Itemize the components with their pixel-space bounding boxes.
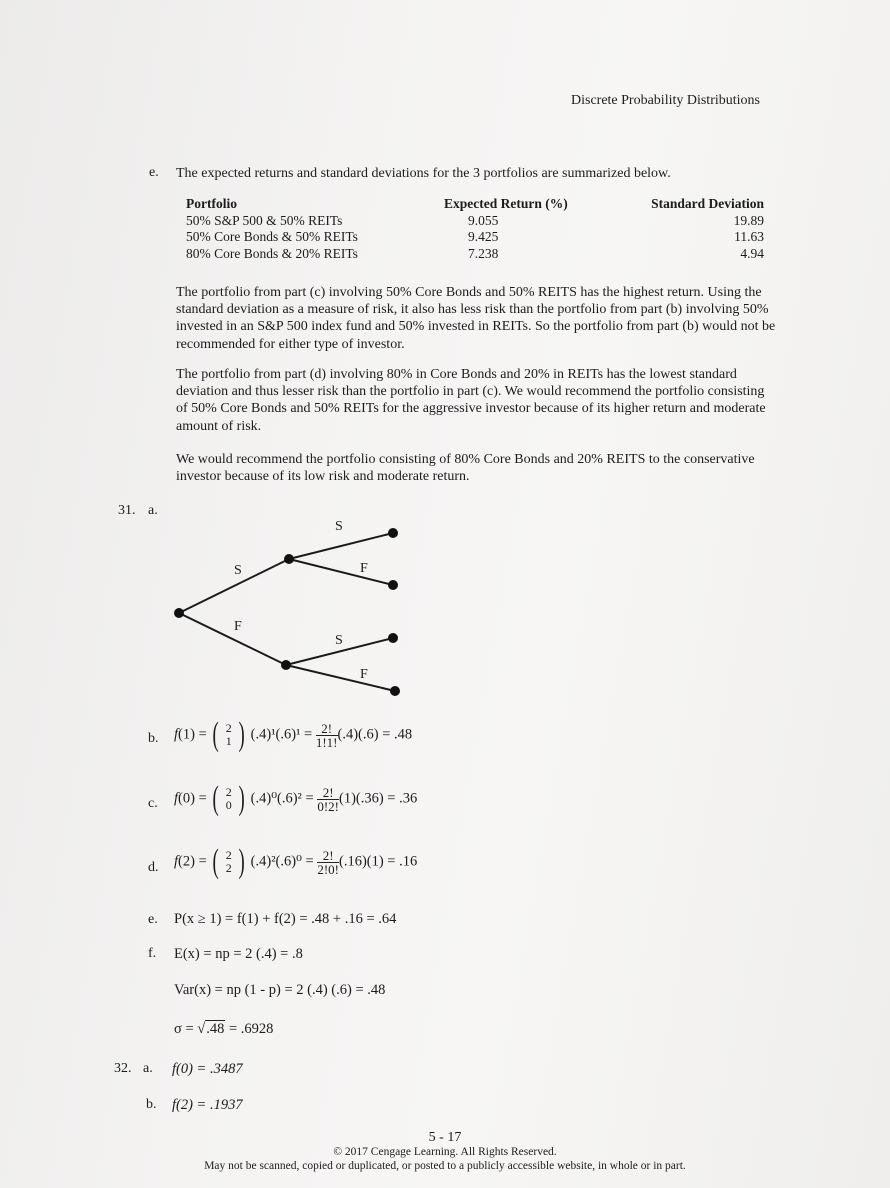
- paragraph-lowest-std: The portfolio from part (d) involving 80% in Core Bonds and 20% in REITs has the lowest standard deviation and thus lesser risk than the portfolio in part (c). We would recommend the portfolio consisting of 50% Core Bonds and 50% REITs for the aggressive investor because of its higher return and moderate amount of risk.: [176, 367, 766, 434]
- binomial-coefficient: [222, 786, 236, 812]
- tree-node: [390, 686, 400, 696]
- table-cell: 11.63: [734, 229, 764, 244]
- equation-p-x-ge-1: P(x ≥ 1) = f(1) + f(2) = .48 + .16 = .64: [174, 911, 397, 927]
- eq-arg: (2) =: [178, 853, 207, 870]
- table-cell: 50% Core Bonds & 50% REITs: [186, 229, 358, 244]
- tree-label-f: F: [234, 619, 242, 634]
- tree-branch: [179, 613, 286, 665]
- sigma-rhs: = .6928: [228, 1021, 274, 1037]
- binom-bottom: 0: [225, 798, 232, 812]
- tree-node: [284, 554, 294, 564]
- problem-31-number: 31.: [118, 503, 136, 518]
- tree-node: [388, 528, 398, 538]
- equation-variance: Var(x) = np (1 - p) = 2 (.4) (.6) = .48: [174, 982, 386, 998]
- binomial-coefficient: [222, 849, 236, 875]
- sigma-lhs: σ = √: [174, 1021, 206, 1037]
- equation-f1: [174, 718, 412, 752]
- tree-node: [281, 660, 291, 670]
- binom-top: 2: [225, 785, 232, 799]
- equation-std-dev: [174, 1021, 273, 1038]
- paren-left: (: [212, 843, 220, 880]
- eq-arg: (0) =: [178, 790, 207, 807]
- tree-branch: [289, 533, 393, 559]
- copyright: © 2017 Cengage Learning. All Rights Reserved.: [333, 1146, 557, 1158]
- tree-node: [388, 580, 398, 590]
- part-e-intro: The expected returns and standard deviations for the 3 portfolios are summarized below.: [176, 166, 671, 181]
- table-header-cell: Expected Return (%): [444, 196, 568, 211]
- frac-num: 2!: [317, 786, 339, 800]
- table-cell: 7.238: [468, 245, 499, 261]
- table-header-cell: Standard Deviation: [651, 196, 764, 211]
- page-number: 5 - 17: [428, 1130, 462, 1145]
- part-31f-label: f.: [148, 946, 157, 961]
- tree-branch: [286, 665, 395, 691]
- tree-node: [388, 633, 398, 643]
- table-cell: 19.89: [733, 212, 764, 228]
- eq-rest: (.16)(1) = .16: [338, 853, 418, 870]
- usage-notice: May not be scanned, copied or duplicated, or posted to a publicly accessible website, in whole or in part.: [204, 1160, 686, 1172]
- part-31d-label: d.: [148, 860, 159, 875]
- eq-rest: (.4)(.6) = .48: [337, 726, 413, 743]
- sigma-radicand: .48: [206, 1021, 225, 1037]
- fraction: [317, 849, 339, 876]
- tree-node: [174, 608, 184, 618]
- frac-den: 0!2!: [317, 798, 339, 814]
- part-31b-label: b.: [148, 731, 159, 746]
- paragraph-highest-return: The portfolio from part (c) involving 50% Core Bonds and 50% REITS has the highest return. Using the standard deviation as a measure of risk, it also has less risk than the portfolio from part (b) involving 50% invested in an S&P 500 index fund and 50% invested in REITs. So the portfolio from part (b) would not be recommended for either type of investor.: [176, 285, 776, 352]
- frac-num: 2!: [317, 849, 339, 863]
- frac-num: 2!: [316, 722, 338, 736]
- page-header-title: Discrete Probability Distributions: [571, 93, 760, 108]
- table-cell: 50% S&P 500 & 50% REITs: [186, 212, 343, 228]
- fraction: [316, 722, 338, 749]
- equation-f0: [174, 782, 417, 816]
- paren-left: (: [212, 716, 220, 753]
- paren-right: ): [238, 843, 245, 880]
- eq-arg: (1) =: [178, 726, 207, 743]
- frac-den: 1!1!: [315, 734, 338, 750]
- frac-den: 2!0!: [317, 861, 339, 877]
- binomial-coefficient: [222, 722, 236, 748]
- problem-32-number: 32.: [114, 1061, 132, 1076]
- equation-f2: [174, 845, 417, 879]
- paragraph-conservative: We would recommend the portfolio consisting of 80% Core Bonds and 20% REITS to the conservative investor because of its low risk and moderate return.: [176, 452, 755, 485]
- tree-label-s: S: [234, 563, 242, 578]
- table-header-cell: Portfolio: [186, 196, 237, 211]
- binom-bottom: 1: [225, 734, 232, 748]
- eq-lhs: f: [174, 726, 179, 743]
- binom-bottom: 2: [225, 861, 232, 875]
- paren-left: (: [212, 780, 220, 817]
- equation-expected-value: E(x) = np = 2 (.4) = .8: [174, 946, 303, 962]
- problem-31a-label: a.: [148, 503, 158, 518]
- table-cell: 80% Core Bonds & 20% REITs: [186, 245, 358, 261]
- table-cell: 9.425: [468, 229, 499, 244]
- tree-branch: [289, 559, 393, 585]
- part-e-label: e.: [149, 165, 159, 180]
- tree-label-s: S: [335, 519, 343, 534]
- tree-label-f: F: [360, 667, 368, 682]
- eq-rest: (1)(.36) = .36: [338, 790, 418, 807]
- fraction: [317, 786, 339, 813]
- eq-lhs: f: [174, 790, 179, 807]
- eq-powers: (.4)¹(.6)¹ =: [250, 726, 313, 743]
- eq-lhs: f: [174, 853, 179, 870]
- paren-right: ): [238, 716, 245, 753]
- table-cell: 9.055: [468, 212, 499, 228]
- part-31e-label: e.: [148, 912, 158, 927]
- binom-top: 2: [225, 848, 232, 862]
- binom-top: 2: [225, 721, 232, 735]
- eq-powers: (.4)²(.6)⁰ =: [250, 853, 314, 870]
- equation-32b: f(2) = .1937: [172, 1097, 243, 1113]
- eq-powers: (.4)⁰(.6)² =: [250, 790, 314, 807]
- part-32a-label: a.: [143, 1061, 153, 1076]
- paren-right: ): [238, 780, 245, 817]
- table-cell: 4.94: [740, 245, 764, 261]
- tree-label-f: F: [360, 561, 368, 576]
- part-31c-label: c.: [148, 796, 158, 811]
- equation-32a: f(0) = .3487: [172, 1061, 243, 1077]
- tree-label-s: S: [335, 633, 343, 648]
- part-32b-label: b.: [146, 1097, 157, 1112]
